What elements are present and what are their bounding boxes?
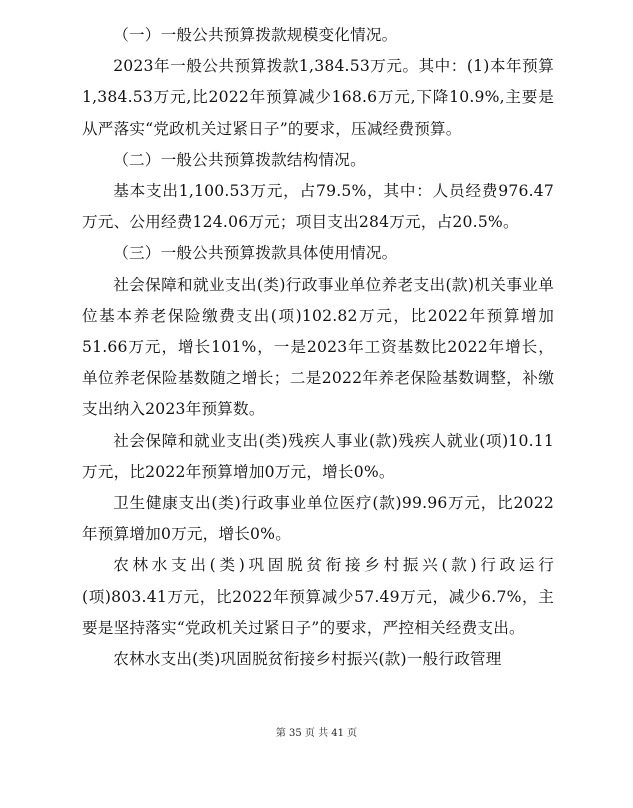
page-number-footer: 第 35 页 共 41 页 bbox=[275, 728, 358, 739]
paragraph-administrative-operation: 农林水支出(类)巩固脱贫衔接乡村振兴(款)行政运行(项)803.41万元，比2022年预算减少57.49万元，减少6.7%，主要是坚持落实“党政机关过紧日子”的要求，严控相关经费支出。 bbox=[82, 556, 554, 637]
paragraph-budget-structure: 基本支出1,100.53万元，占79.5%，其中：人员经费976.47万元、公用经费124.06万元；项目支出284万元，占20.5%。 bbox=[82, 182, 554, 232]
page-body bbox=[82, 20, 554, 675]
section-heading-1: （一）一般公共预算拨款规模变化情况。 bbox=[113, 26, 398, 44]
section-heading-3: （三）一般公共预算拨款具体使用情况。 bbox=[113, 244, 398, 263]
paragraph-disability-employment: 社会保障和就业支出(类)残疾人事业(款)残疾人就业(项)10.11万元，比2022年预算增加0万元，增长0%。 bbox=[82, 431, 554, 481]
section-heading-2: （二）一般公共预算拨款结构情况。 bbox=[113, 150, 366, 169]
paragraph-medical-expenditure: 卫生健康支出(类)行政事业单位医疗(款)99.96万元，比2022年预算增加0万元，增长0%。 bbox=[82, 494, 554, 544]
paragraph-budget-scale: 2023年一般公共预算拨款1,384.53万元。其中：(1)本年预算1,384.53万元,比2022年预算减少168.6万元,下降10.9%,主要是从严落实“党政机关过紧日子”的要求，压减经费预算。 bbox=[82, 57, 554, 138]
paragraph-general-administration: 农林水支出(类)巩固脱贫衔接乡村振兴(款)一般行政管理 bbox=[113, 650, 502, 669]
paragraph-pension-expenditure: 社会保障和就业支出(类)行政事业单位养老支出(款)机关事业单位基本养老保险缴费支出(项)102.82万元，比2022年预算增加51.66万元，增长101%，一是2023年工资基数比2022年增长，单位养老保险基数随之增长；二是2022年养老保险基数调整，补缴支出纳入2023年预算数。 bbox=[82, 275, 554, 419]
